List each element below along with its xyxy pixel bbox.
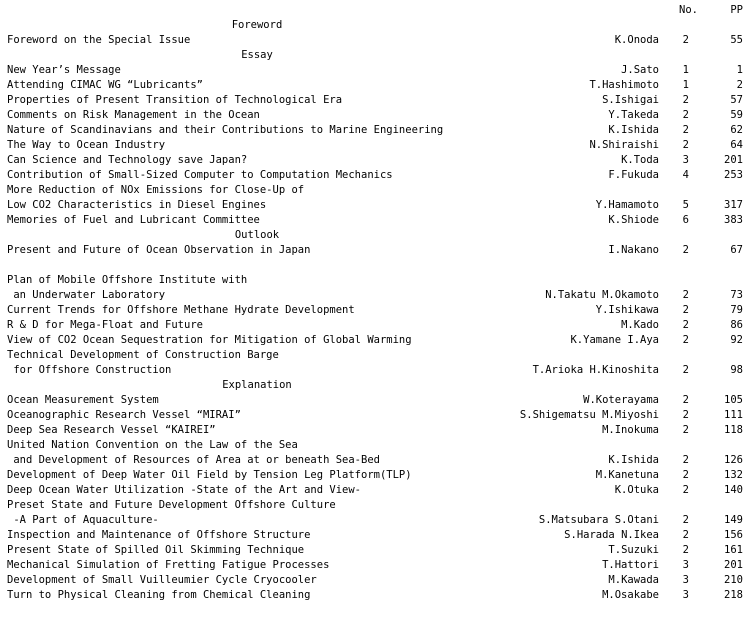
entry-author: K.Toda	[621, 154, 659, 166]
toc-entry-row	[7, 168, 743, 183]
entry-title: Current Trends for Offshore Methane Hydrate Development	[7, 304, 355, 316]
entry-title: Ocean Measurement System	[7, 394, 159, 406]
entry-no: 3	[682, 589, 689, 601]
entry-title: Properties of Present Transition of Technological Era	[7, 94, 343, 106]
toc-entry-row	[7, 558, 743, 573]
entry-author: T.Hattori	[602, 559, 659, 571]
entry-pp: 201	[724, 559, 743, 571]
entry-title: Can Science and Technology save Japan?	[7, 154, 248, 166]
entry-title: Present and Future of Ocean Observation in Japan	[7, 244, 311, 256]
entry-title: Nature of Scandinavians and their Contributions to Marine Engineering	[7, 124, 444, 136]
entry-title: R & D for Mega-Float and Future	[7, 319, 203, 331]
entry-author: M.Kanetuna	[595, 469, 659, 481]
entry-no: 2	[682, 109, 689, 121]
entry-pp: 126	[724, 454, 743, 466]
entry-author: S.Harada N.Ikea	[564, 529, 659, 541]
entry-no: 2	[682, 334, 689, 346]
entry-no: 2	[682, 424, 689, 436]
entry-pp: 55	[730, 34, 743, 46]
toc-entry-row	[7, 123, 743, 138]
entry-author: W.Koterayama	[583, 394, 659, 406]
toc-entry-row	[7, 318, 743, 333]
entry-title: More Reduction of NOx Emissions for Close-Up of	[7, 184, 305, 196]
toc-entry-row	[7, 423, 743, 438]
section-header-row	[7, 228, 743, 243]
section-header-label: Foreword	[231, 19, 283, 31]
entry-author: M.Inokuma	[602, 424, 659, 436]
section-header-row	[7, 48, 743, 63]
toc-entry-row	[7, 333, 743, 348]
toc-list	[7, 3, 743, 603]
entry-no: 2	[682, 34, 689, 46]
toc-entry-row	[7, 213, 743, 228]
entry-no: 2	[682, 289, 689, 301]
entry-author: K.Otuka	[614, 484, 659, 496]
entry-title: Oceanographic Research Vessel “MIRAI”	[7, 409, 241, 421]
entry-pp: 1	[736, 64, 743, 76]
entry-pp: 118	[724, 424, 743, 436]
entry-pp: 140	[724, 484, 743, 496]
entry-author: J.Sato	[621, 64, 659, 76]
entry-pp: 201	[724, 154, 743, 166]
column-header-pp: PP	[730, 4, 743, 16]
entry-pp: 149	[724, 514, 743, 526]
entry-pp: 86	[730, 319, 743, 331]
entry-title: Mechanical Simulation of Fretting Fatigue Processes	[7, 559, 330, 571]
toc-entry-row	[7, 438, 743, 453]
entry-title: Preset State and Future Development Offshore Culture	[7, 499, 336, 511]
entry-title: Foreword on the Special Issue	[7, 34, 191, 46]
entry-pp: 62	[730, 124, 743, 136]
entry-pp: 92	[730, 334, 743, 346]
entry-author: M.Osakabe	[602, 589, 659, 601]
entry-title: Deep Sea Research Vessel “KAIREI”	[7, 424, 216, 436]
entry-no: 6	[682, 214, 689, 226]
toc-entry-row	[7, 573, 743, 588]
entry-author: K.Ishida	[608, 454, 659, 466]
entry-title: Comments on Risk Management in the Ocean	[7, 109, 260, 121]
blank-row	[7, 258, 743, 273]
entry-title: Development of Small Vuilleumier Cycle Cryocooler	[7, 574, 317, 586]
entry-no: 3	[682, 154, 689, 166]
column-header-row	[7, 3, 743, 18]
section-header-label: Explanation	[222, 379, 292, 391]
entry-author: K.Onoda	[614, 34, 659, 46]
toc-entry-row	[7, 243, 743, 258]
entry-no: 2	[682, 409, 689, 421]
entry-pp: 79	[730, 304, 743, 316]
entry-no: 2	[682, 319, 689, 331]
entry-pp: 317	[724, 199, 743, 211]
entry-title: Contribution of Small-Sized Computer to Computation Mechanics	[7, 169, 393, 181]
toc-entry-row	[7, 348, 743, 363]
section-header-row	[7, 378, 743, 393]
entry-title: View of CO2 Ocean Sequestration for Mitigation of Global Warming	[7, 334, 412, 346]
entry-title: Turn to Physical Cleaning from Chemical Cleaning	[7, 589, 311, 601]
section-header-label: Outlook	[234, 229, 280, 241]
toc-entry-row	[7, 513, 743, 528]
entry-title: -A Part of Aquaculture-	[7, 514, 159, 526]
toc-entry-row	[7, 453, 743, 468]
toc-entry-row	[7, 528, 743, 543]
entry-author: Y.Ishikawa	[595, 304, 659, 316]
toc-entry-row	[7, 183, 743, 198]
entry-no: 1	[682, 79, 689, 91]
toc-entry-row	[7, 93, 743, 108]
entry-pp: 253	[724, 169, 743, 181]
entry-author: S.Shigematsu M.Miyoshi	[519, 409, 659, 421]
entry-no: 2	[682, 454, 689, 466]
entry-title: Development of Deep Water Oil Field by Tension Leg Platform(TLP)	[7, 469, 412, 481]
toc-entry-row	[7, 198, 743, 213]
entry-title: United Nation Convention on the Law of the Sea	[7, 439, 298, 451]
toc-entry-row	[7, 33, 743, 48]
section-header-row	[7, 18, 743, 33]
entry-title: an Underwater Laboratory	[7, 289, 166, 301]
section-header-label: Essay	[241, 49, 273, 61]
toc-entry-row	[7, 78, 743, 93]
entry-no: 2	[682, 94, 689, 106]
entry-no: 4	[682, 169, 689, 181]
toc-entry-row	[7, 393, 743, 408]
entry-author: S.Ishigai	[602, 94, 659, 106]
entry-no: 2	[682, 394, 689, 406]
toc-entry-row	[7, 588, 743, 603]
entry-title: Inspection and Maintenance of Offshore Structure	[7, 529, 311, 541]
entry-no: 2	[682, 304, 689, 316]
entry-title: Technical Development of Construction Barge	[7, 349, 279, 361]
entry-pp: 156	[724, 529, 743, 541]
entry-pp: 67	[730, 244, 743, 256]
toc-entry-row	[7, 543, 743, 558]
toc-entry-row	[7, 468, 743, 483]
entry-no: 2	[682, 139, 689, 151]
toc-entry-row	[7, 303, 743, 318]
entry-pp: 218	[724, 589, 743, 601]
entry-author: N.Shiraishi	[589, 139, 659, 151]
toc-entry-row	[7, 108, 743, 123]
entry-title: Memories of Fuel and Lubricant Committee	[7, 214, 260, 226]
entry-pp: 73	[730, 289, 743, 301]
entry-author: Y.Takeda	[608, 109, 659, 121]
entry-author: T.Suzuki	[608, 544, 659, 556]
entry-pp: 57	[730, 94, 743, 106]
toc-entry-row	[7, 273, 743, 288]
entry-pp: 59	[730, 109, 743, 121]
entry-author: S.Matsubara S.Otani	[538, 514, 659, 526]
entry-no: 2	[682, 364, 689, 376]
entry-pp: 210	[724, 574, 743, 586]
entry-author: T.Hashimoto	[589, 79, 659, 91]
entry-author: K.Yamane I.Aya	[570, 334, 659, 346]
toc-entry-row	[7, 153, 743, 168]
entry-no: 3	[682, 574, 689, 586]
entry-no: 2	[682, 469, 689, 481]
entry-author: T.Arioka H.Kinoshita	[532, 364, 659, 376]
toc-entry-row	[7, 288, 743, 303]
toc-entry-row	[7, 63, 743, 78]
entry-pp: 98	[730, 364, 743, 376]
entry-no: 1	[682, 64, 689, 76]
entry-no: 3	[682, 559, 689, 571]
entry-no: 2	[682, 244, 689, 256]
entry-author: M.Kado	[621, 319, 659, 331]
entry-pp: 383	[724, 214, 743, 226]
entry-author: F.Fukuda	[608, 169, 659, 181]
entry-pp: 64	[730, 139, 743, 151]
entry-pp: 161	[724, 544, 743, 556]
entry-no: 2	[682, 484, 689, 496]
entry-no: 5	[682, 199, 689, 211]
entry-pp: 105	[724, 394, 743, 406]
entry-title: Plan of Mobile Offshore Institute with	[7, 274, 248, 286]
entry-title: The Way to Ocean Industry	[7, 139, 166, 151]
entry-no: 2	[682, 514, 689, 526]
entry-author: N.Takatu M.Okamoto	[545, 289, 659, 301]
column-header-no: No.	[679, 4, 698, 16]
entry-no: 2	[682, 124, 689, 136]
entry-author: K.Shiode	[608, 214, 659, 226]
entry-title: for Offshore Construction	[7, 364, 172, 376]
entry-title: Present State of Spilled Oil Skimming Technique	[7, 544, 305, 556]
entry-title: and Development of Resources of Area at or beneath Sea-Bed	[7, 454, 380, 466]
toc-entry-row	[7, 363, 743, 378]
entry-pp: 132	[724, 469, 743, 481]
entry-author: M.Kawada	[608, 574, 659, 586]
toc-entry-row	[7, 498, 743, 513]
toc-entry-row	[7, 408, 743, 423]
entry-title: New Year’s Message	[7, 64, 121, 76]
entry-no: 2	[682, 544, 689, 556]
entry-pp: 111	[724, 409, 743, 421]
toc-entry-row	[7, 138, 743, 153]
toc-entry-row	[7, 483, 743, 498]
entry-pp: 2	[736, 79, 743, 91]
entry-author: K.Ishida	[608, 124, 659, 136]
entry-author: I.Nakano	[608, 244, 659, 256]
entry-title: Low CO2 Characteristics in Diesel Engines	[7, 199, 267, 211]
entry-title: Deep Ocean Water Utilization -State of the Art and View-	[7, 484, 362, 496]
entry-title: Attending CIMAC WG “Lubricants”	[7, 79, 203, 91]
entry-author: Y.Hamamoto	[595, 199, 659, 211]
entry-no: 2	[682, 529, 689, 541]
